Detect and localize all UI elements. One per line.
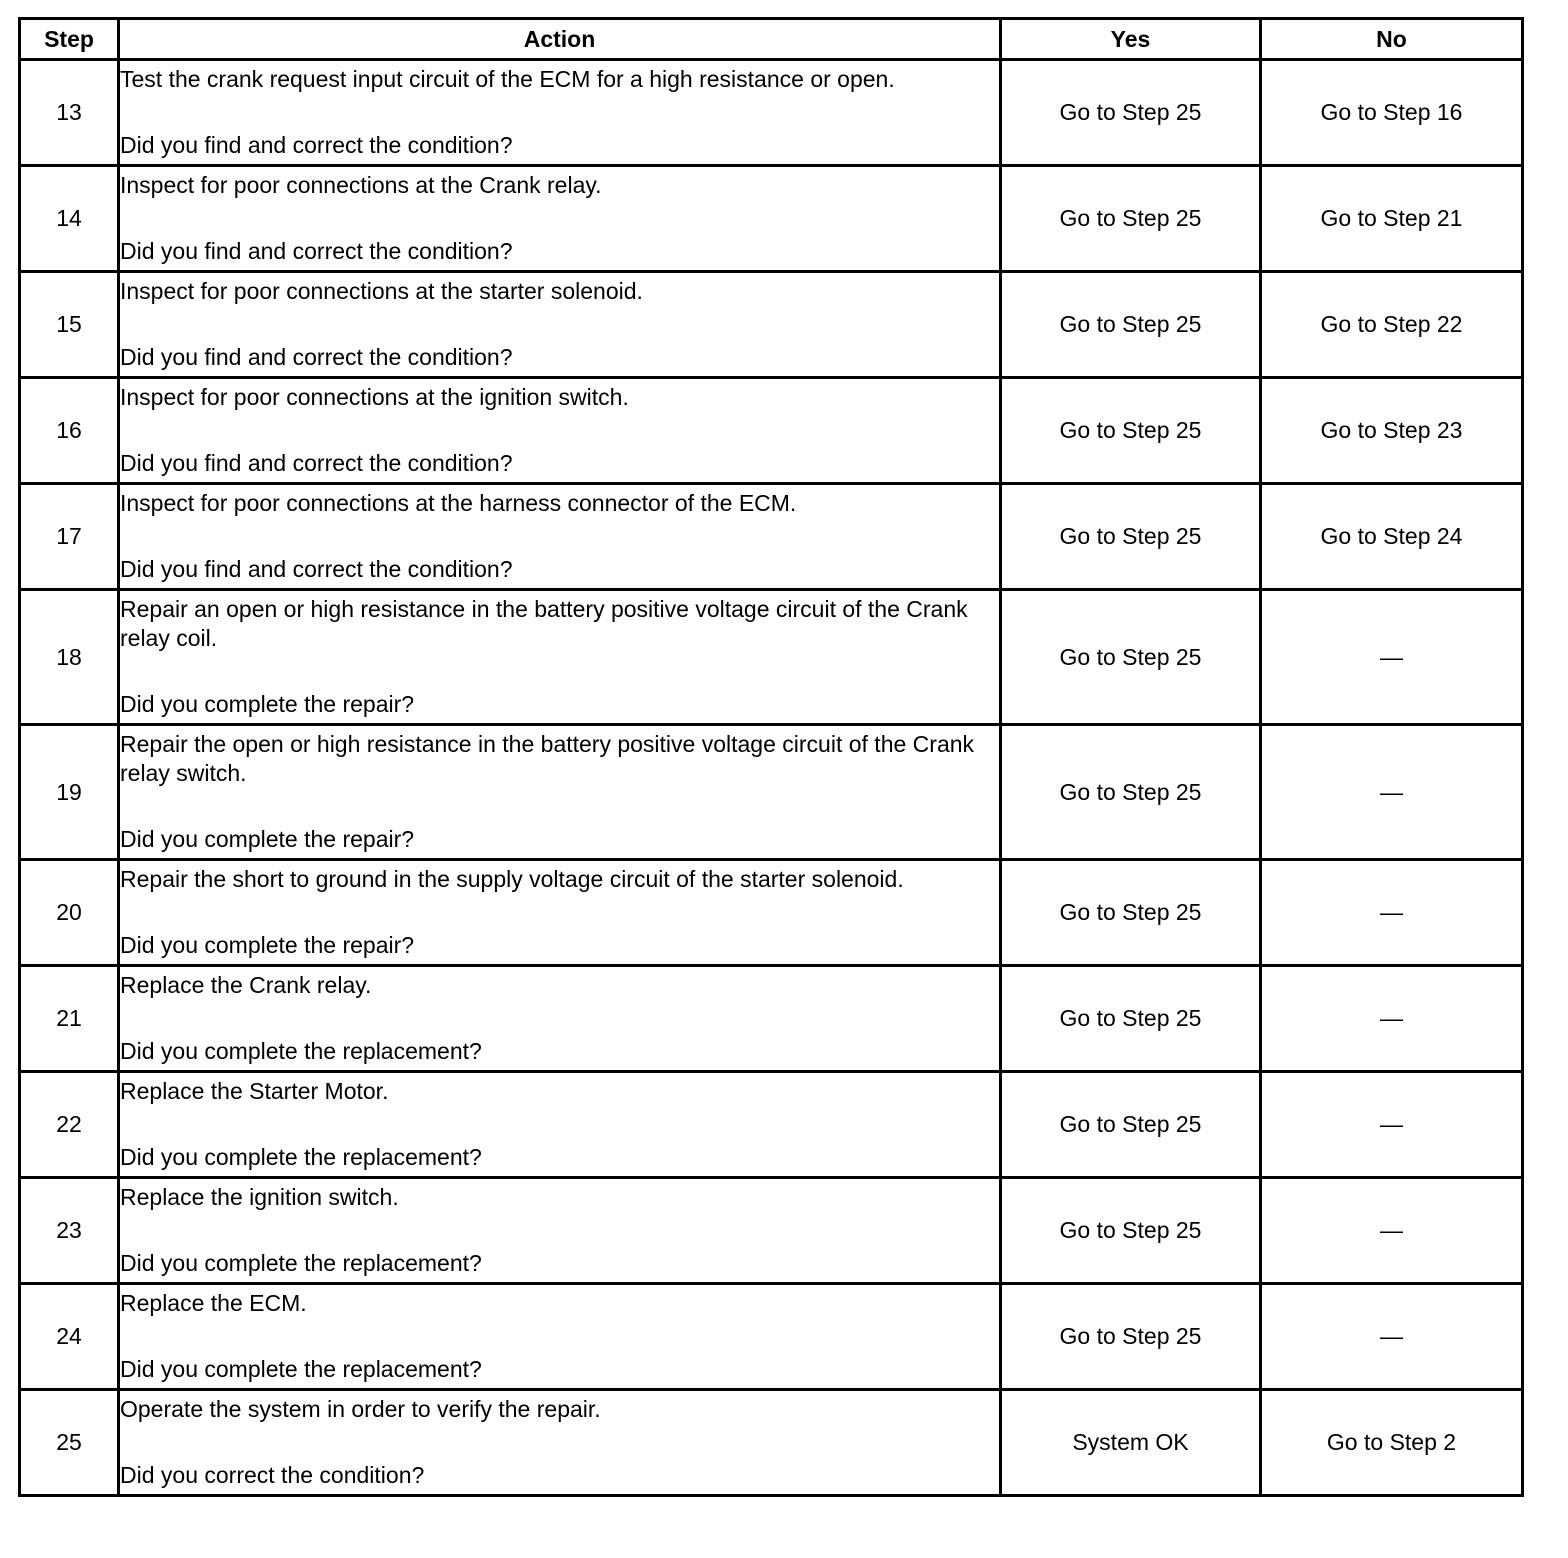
question-text: Did you find and correct the condition? bbox=[120, 344, 513, 370]
action-cell bbox=[119, 1390, 1001, 1496]
no-result: — bbox=[1261, 1284, 1523, 1390]
no-result: Go to Step 23 bbox=[1261, 378, 1523, 484]
action-text: Inspect for poor connections at the ignition switch. bbox=[120, 384, 629, 410]
question-text: Did you find and correct the condition? bbox=[120, 132, 513, 158]
table-row bbox=[20, 1072, 1523, 1178]
step-number: 15 bbox=[20, 272, 119, 378]
question-text: Did you complete the replacement? bbox=[120, 1250, 482, 1276]
question-text: Did you complete the replacement? bbox=[120, 1144, 482, 1170]
table-row bbox=[20, 272, 1523, 378]
step-number: 24 bbox=[20, 1284, 119, 1390]
yes-result: Go to Step 25 bbox=[1001, 725, 1261, 860]
question-text: Did you complete the repair? bbox=[120, 932, 415, 958]
yes-result: Go to Step 25 bbox=[1001, 590, 1261, 725]
no-result: — bbox=[1261, 590, 1523, 725]
action-cell bbox=[119, 590, 1001, 725]
action-cell bbox=[119, 1284, 1001, 1390]
table-row bbox=[20, 725, 1523, 860]
action-text: Inspect for poor connections at the Crank relay. bbox=[120, 172, 602, 198]
step-number: 25 bbox=[20, 1390, 119, 1496]
yes-result: Go to Step 25 bbox=[1001, 1178, 1261, 1284]
yes-result: Go to Step 25 bbox=[1001, 166, 1261, 272]
table-row bbox=[20, 966, 1523, 1072]
action-cell bbox=[119, 378, 1001, 484]
action-text: Inspect for poor connections at the harness connector of the ECM. bbox=[120, 490, 797, 516]
step-number: 21 bbox=[20, 966, 119, 1072]
no-result: — bbox=[1261, 1072, 1523, 1178]
question-text: Did you complete the replacement? bbox=[120, 1038, 482, 1064]
yes-result: Go to Step 25 bbox=[1001, 1072, 1261, 1178]
yes-result: Go to Step 25 bbox=[1001, 1284, 1261, 1390]
action-cell bbox=[119, 725, 1001, 860]
table-row bbox=[20, 166, 1523, 272]
no-result: Go to Step 16 bbox=[1261, 60, 1523, 166]
table-row bbox=[20, 1178, 1523, 1284]
table-row bbox=[20, 860, 1523, 966]
table-row bbox=[20, 60, 1523, 166]
action-text: Repair an open or high resistance in the battery positive voltage circuit of the Crank relay coil. bbox=[120, 596, 968, 651]
no-result: — bbox=[1261, 725, 1523, 860]
no-result: — bbox=[1261, 966, 1523, 1072]
step-number: 20 bbox=[20, 860, 119, 966]
yes-result: System OK bbox=[1001, 1390, 1261, 1496]
action-cell bbox=[119, 966, 1001, 1072]
question-text: Did you find and correct the condition? bbox=[120, 556, 513, 582]
action-cell bbox=[119, 60, 1001, 166]
table-row bbox=[20, 590, 1523, 725]
no-result: — bbox=[1261, 860, 1523, 966]
header-step: Step bbox=[20, 19, 119, 60]
question-text: Did you complete the repair? bbox=[120, 826, 415, 852]
step-number: 13 bbox=[20, 60, 119, 166]
header-action: Action bbox=[119, 19, 1001, 60]
question-text: Did you correct the condition? bbox=[120, 1462, 425, 1488]
action-cell bbox=[119, 272, 1001, 378]
question-text: Did you find and correct the condition? bbox=[120, 238, 513, 264]
action-text: Replace the Starter Motor. bbox=[120, 1078, 389, 1104]
step-number: 19 bbox=[20, 725, 119, 860]
yes-result: Go to Step 25 bbox=[1001, 272, 1261, 378]
action-text: Repair the open or high resistance in the battery positive voltage circuit of the Crank relay switch. bbox=[120, 731, 975, 786]
no-result: — bbox=[1261, 1178, 1523, 1284]
action-cell bbox=[119, 860, 1001, 966]
table-row bbox=[20, 484, 1523, 590]
action-cell bbox=[119, 1072, 1001, 1178]
no-result: Go to Step 22 bbox=[1261, 272, 1523, 378]
question-text: Did you complete the replacement? bbox=[120, 1356, 482, 1382]
action-text: Inspect for poor connections at the starter solenoid. bbox=[120, 278, 643, 304]
action-text: Replace the ignition switch. bbox=[120, 1184, 399, 1210]
no-result: Go to Step 21 bbox=[1261, 166, 1523, 272]
question-text: Did you find and correct the condition? bbox=[120, 450, 513, 476]
yes-result: Go to Step 25 bbox=[1001, 860, 1261, 966]
yes-result: Go to Step 25 bbox=[1001, 60, 1261, 166]
step-number: 22 bbox=[20, 1072, 119, 1178]
action-text: Operate the system in order to verify the repair. bbox=[120, 1396, 601, 1422]
yes-result: Go to Step 25 bbox=[1001, 484, 1261, 590]
action-text: Repair the short to ground in the supply voltage circuit of the starter solenoid. bbox=[120, 866, 904, 892]
diagnostic-table bbox=[18, 17, 1524, 1497]
yes-result: Go to Step 25 bbox=[1001, 378, 1261, 484]
action-text: Test the crank request input circuit of the ECM for a high resistance or open. bbox=[120, 66, 895, 92]
question-text: Did you complete the repair? bbox=[120, 691, 415, 717]
action-text: Replace the Crank relay. bbox=[120, 972, 372, 998]
step-number: 16 bbox=[20, 378, 119, 484]
action-cell bbox=[119, 1178, 1001, 1284]
no-result: Go to Step 2 bbox=[1261, 1390, 1523, 1496]
yes-result: Go to Step 25 bbox=[1001, 966, 1261, 1072]
table-row bbox=[20, 378, 1523, 484]
header-no: No bbox=[1261, 19, 1523, 60]
table-row bbox=[20, 1284, 1523, 1390]
step-number: 14 bbox=[20, 166, 119, 272]
action-text: Replace the ECM. bbox=[120, 1290, 307, 1316]
step-number: 23 bbox=[20, 1178, 119, 1284]
action-cell bbox=[119, 166, 1001, 272]
table-row bbox=[20, 1390, 1523, 1496]
step-number: 18 bbox=[20, 590, 119, 725]
step-number: 17 bbox=[20, 484, 119, 590]
no-result: Go to Step 24 bbox=[1261, 484, 1523, 590]
action-cell bbox=[119, 484, 1001, 590]
header-yes: Yes bbox=[1001, 19, 1261, 60]
header-row bbox=[20, 19, 1523, 60]
